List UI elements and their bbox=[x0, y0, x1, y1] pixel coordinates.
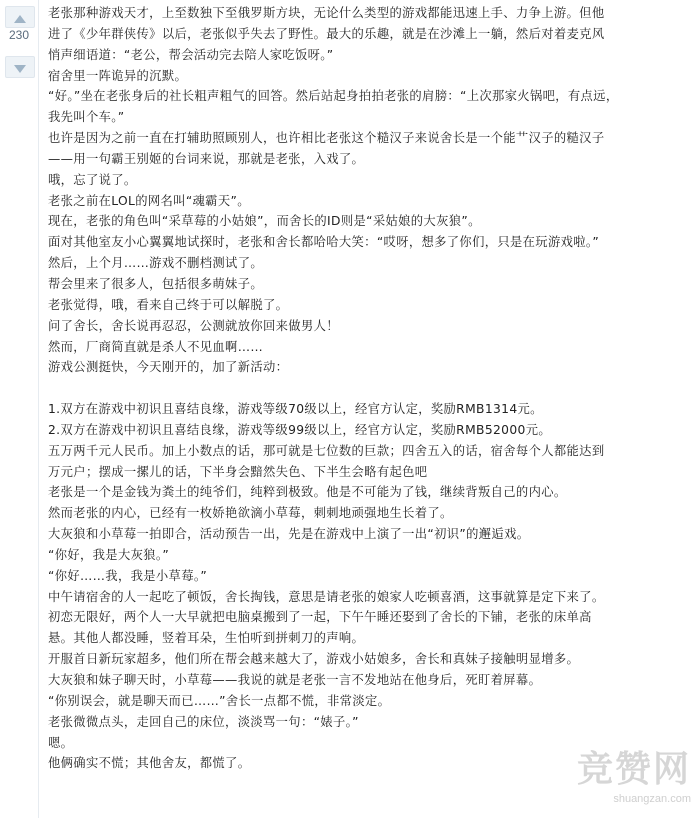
paragraph: 然而，厂商简直就是杀人不见血啊…… bbox=[48, 339, 263, 354]
paragraph: 万元户；摆成一摞儿的话，下半身会黯然失色、下半生会略有起色吧 bbox=[48, 464, 428, 479]
paragraph: 宿舍里一阵诡异的沉默。 bbox=[48, 68, 188, 83]
paragraph: 然而老张的内心，已经有一枚娇艳欲滴小草莓，刺刺地顽强地生长着了。 bbox=[48, 506, 453, 521]
paragraph: 帮会里来了很多人，包括很多萌妹子。 bbox=[48, 276, 263, 291]
paragraph: 2.双方在游戏中初识且喜结良缘，游戏等级99级以上，经官方认定，奖励RMB52000元。 bbox=[48, 422, 551, 437]
paragraph: 现在，老张的角色叫“采草莓的小姑娘”，而舍长的ID则是“采姑娘的大灰狼”。 bbox=[48, 214, 481, 229]
paragraph: 老张觉得，哦，看来自己终于可以解脱了。 bbox=[48, 297, 289, 312]
answer-content bbox=[48, 3, 688, 774]
paragraph: 游戏公测挺快，今天刚开的，加了新活动： bbox=[48, 360, 289, 375]
watermark-url: shuangzan.com bbox=[613, 793, 691, 805]
paragraph: 面对其他室友小心翼翼地试探时，老张和舍长都哈哈大笑：“哎呀，想多了你们，只是在玩游戏啦。” bbox=[48, 235, 600, 250]
paragraph: 老张之前在LOL的网名叫“魂霸天”。 bbox=[48, 193, 250, 208]
paragraph: 然后，上个月……游戏不删档测试了。 bbox=[48, 256, 263, 271]
paragraph: 问了舍长，舍长说再忍忍，公测就放你回来做男人！ bbox=[48, 318, 339, 333]
watermark-logo: 竞赞网 bbox=[576, 749, 691, 790]
paragraph: ——用一句霸王别姬的台词来说，那就是老张，入戏了。 bbox=[48, 151, 365, 166]
paragraph: 老张是一个是金钱为粪土的纯爷们，纯粹到极致。他是不可能为了钱，继续背叛自己的内心。 bbox=[48, 485, 567, 500]
paragraph: 悬。其他人都没睡，竖着耳朵，生怕听到拼刺刀的声响。 bbox=[48, 631, 365, 646]
vote-count: 230 bbox=[8, 28, 30, 42]
paragraph: 1.双方在游戏中初识且喜结良缘，游戏等级70级以上，经官方认定，奖励RMB1314元。 bbox=[48, 402, 543, 417]
paragraph: 五万两千元人民币。加上小数点的话，那可就是七位数的巨款；四舍五入的话，宿舍每个人都能达到 bbox=[48, 443, 605, 458]
paragraph: 老张微微点头，走回自己的床位，淡淡骂一句：“婊子。” bbox=[48, 714, 359, 729]
paragraph: “你别误会，就是聊天而已……”舍长一点都不慌，非常淡定。 bbox=[48, 693, 391, 708]
paragraph: “你好……我，我是小草莓。” bbox=[48, 568, 208, 583]
paragraph: 大灰狼和小草莓一拍即合，活动预告一出，先是在游戏中上演了一出“初识”的邂逅戏。 bbox=[48, 527, 530, 542]
paragraph: 老张那种游戏天才，上至数独下至俄罗斯方块，无论什么类型的游戏都能迅速上手、力争上游。但他 bbox=[48, 6, 605, 20]
paragraph: 进了《少年群侠传》以后，老张似乎失去了野性。最大的乐趣，就是在沙滩上一躺，然后对着麦克风 bbox=[48, 26, 605, 41]
paragraph: 也许是因为之前一直在打辅助照顾别人，也许相比老张这个糙汉子来说舍长是一个能艹汉子的糙汉子 bbox=[48, 131, 605, 146]
downvote-button[interactable] bbox=[5, 56, 35, 78]
arrow-down-icon bbox=[14, 58, 26, 77]
paragraph: “好。”坐在老张身后的社长粗声粗气的回答。然后站起身拍拍老张的肩膀：“上次那家火锅吧，有点远， bbox=[48, 89, 619, 104]
paragraph: 哦，忘了说了。 bbox=[48, 172, 137, 187]
paragraph: 我先叫个车。” bbox=[48, 110, 125, 125]
paragraph: 大灰狼和妹子聊天时，小草莓——我说的就是老张一言不发地站在他身后，死盯着屏幕。 bbox=[48, 673, 542, 687]
paragraph: 中午请宿舍的人一起吃了顿饭，舍长掏钱，意思是请老张的娘家人吃顿喜酒，这事就算是定下来了。 bbox=[48, 589, 605, 604]
paragraph: “你好，我是大灰狼。” bbox=[48, 547, 170, 562]
paragraph: 初恋无限好，两个人一大早就把电脑桌搬到了一起，下午午睡还娶到了舍长的下铺，老张的床单高 bbox=[48, 610, 592, 625]
paragraph: 悄声细语道：“老公，帮会活动完去陪人家吃饭呀。” bbox=[48, 47, 334, 62]
paragraph: 开服首日新玩家超多，他们所在帮会越来越大了，游戏小姑娘多，舍长和真妹子接触明显增多。 bbox=[48, 652, 580, 667]
paragraph: 他俩确实不慌；其他舍友，都慌了。 bbox=[48, 756, 251, 771]
vote-column bbox=[0, 0, 39, 818]
paragraph: 嗯。 bbox=[48, 735, 74, 750]
paragraph bbox=[48, 378, 688, 399]
arrow-up-icon bbox=[14, 8, 26, 27]
upvote-button[interactable] bbox=[5, 6, 35, 28]
